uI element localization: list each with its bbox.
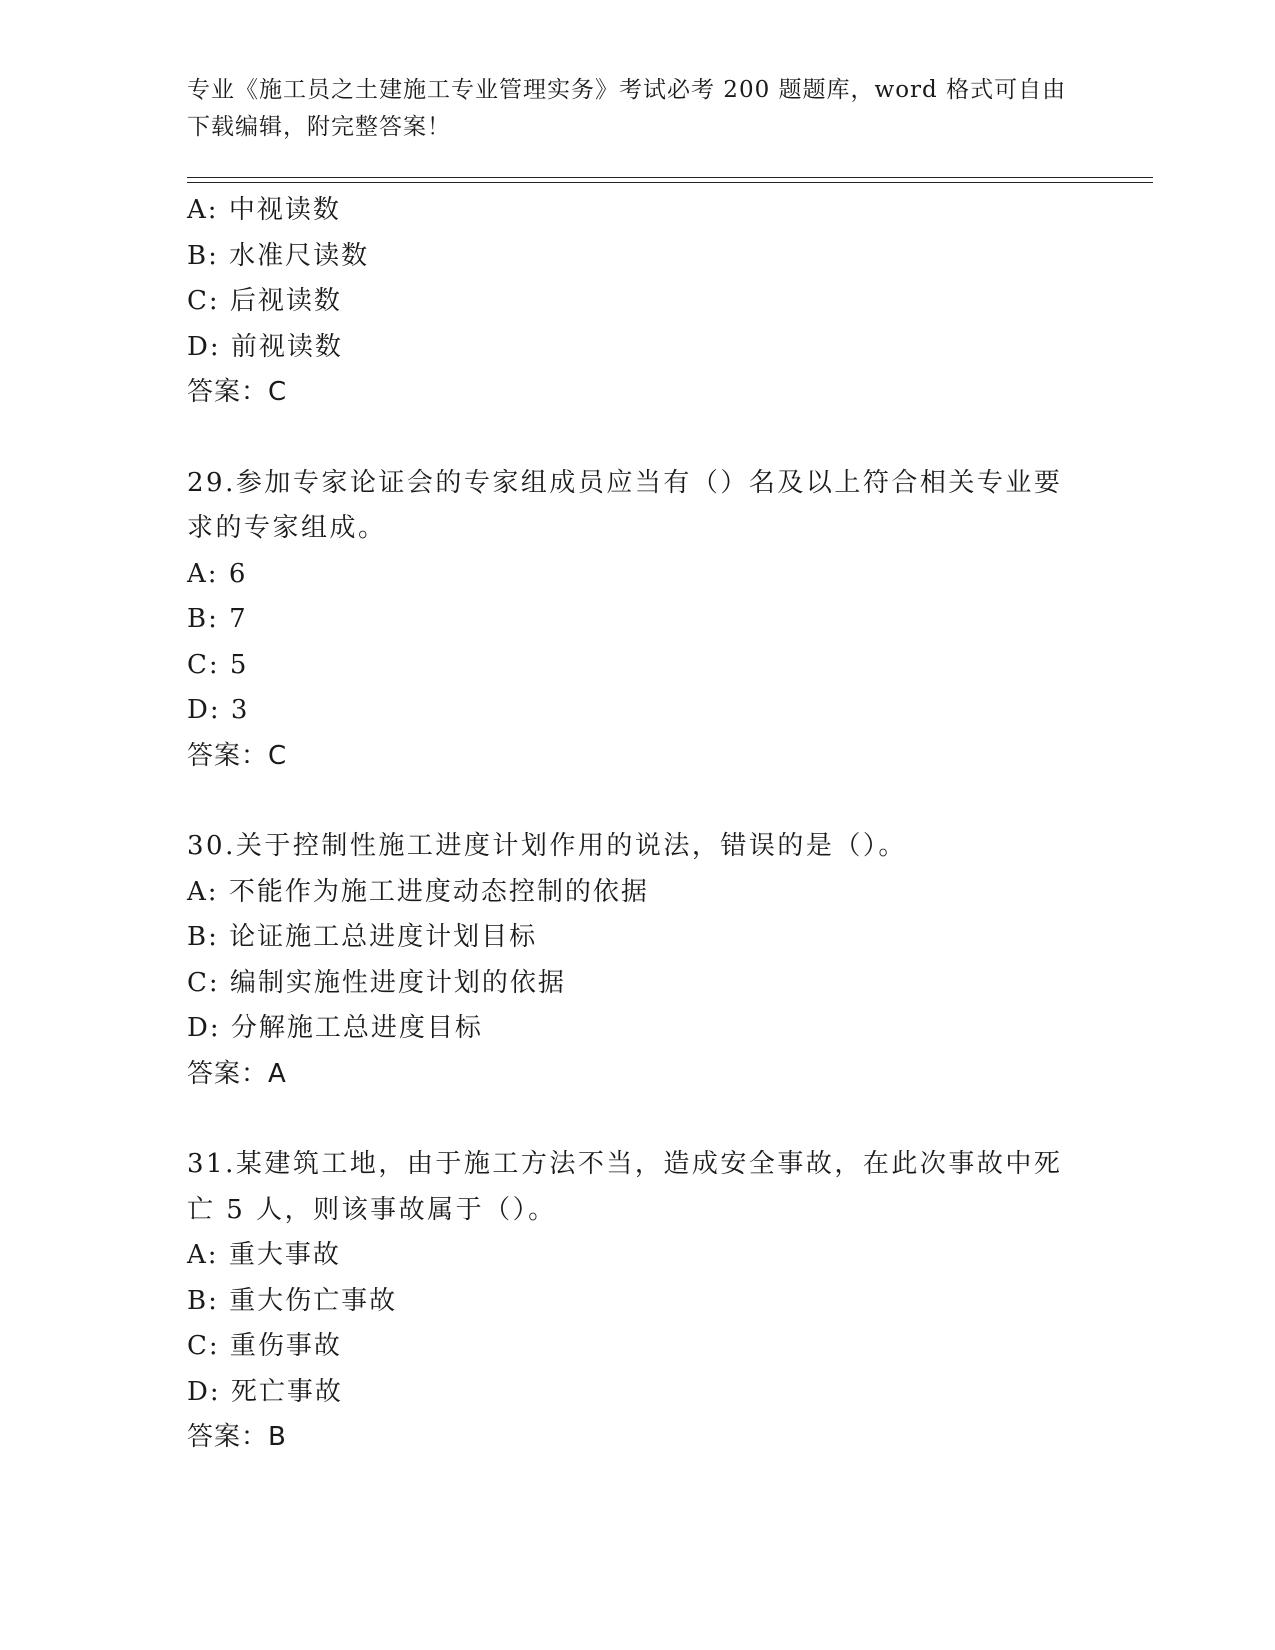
question-list bbox=[187, 188, 1087, 1461]
option-d: D: 死亡事故 bbox=[187, 1376, 343, 1407]
question-stem-line: 求的专家组成。 bbox=[187, 513, 387, 543]
answer-line: 答案：A bbox=[187, 1058, 287, 1089]
header-divider-bottom bbox=[187, 182, 1153, 183]
option-d: D: 分解施工总进度目标 bbox=[187, 1013, 483, 1043]
question-stem-line: 亡 5 人，则该事故属于（）。 bbox=[187, 1194, 557, 1225]
option-b: B: 论证施工总进度计划目标 bbox=[187, 922, 538, 952]
answer-line: 答案：B bbox=[187, 1422, 287, 1452]
option-d: D: 前视读数 bbox=[187, 331, 343, 362]
header-divider-top bbox=[187, 177, 1153, 178]
answer-line: 答案：C bbox=[187, 377, 288, 407]
option-a: A: 6 bbox=[187, 558, 248, 589]
document-header bbox=[187, 72, 1087, 146]
question-block-28 bbox=[187, 188, 1087, 416]
option-c: C: 编制实施性进度计划的依据 bbox=[187, 967, 566, 998]
question-block-31 bbox=[187, 1142, 1087, 1461]
option-c: C: 重伤事故 bbox=[187, 1331, 342, 1361]
question-block-29 bbox=[187, 461, 1087, 780]
option-b: B: 重大伤亡事故 bbox=[187, 1285, 398, 1316]
question-stem-line: 29.参加专家论证会的专家组成员应当有（）名及以上符合相关专业要 bbox=[187, 467, 1063, 498]
question-stem-line: 31.某建筑工地，由于施工方法不当，造成安全事故，在此次事故中死 bbox=[187, 1149, 1063, 1179]
option-c: C: 后视读数 bbox=[187, 286, 342, 316]
option-b: B: 7 bbox=[187, 604, 248, 634]
option-d: D: 3 bbox=[187, 695, 250, 725]
option-b: B: 水准尺读数 bbox=[187, 240, 370, 271]
header-line-2: 下载编辑，附完整答案！ bbox=[187, 114, 451, 140]
question-block-30 bbox=[187, 824, 1087, 1097]
answer-line: 答案：C bbox=[187, 740, 288, 771]
option-c: C: 5 bbox=[187, 649, 249, 680]
option-a: A: 重大事故 bbox=[187, 1240, 341, 1270]
option-a: A: 中视读数 bbox=[187, 195, 341, 225]
question-stem-line: 30.关于控制性施工进度计划作用的说法，错误的是（）。 bbox=[187, 831, 907, 861]
header-line-1: 专业《施工员之土建施工专业管理实务》考试必考 200 题题库，word 格式可自由 bbox=[187, 77, 1067, 103]
option-a: A: 不能作为施工进度动态控制的依据 bbox=[187, 876, 649, 907]
